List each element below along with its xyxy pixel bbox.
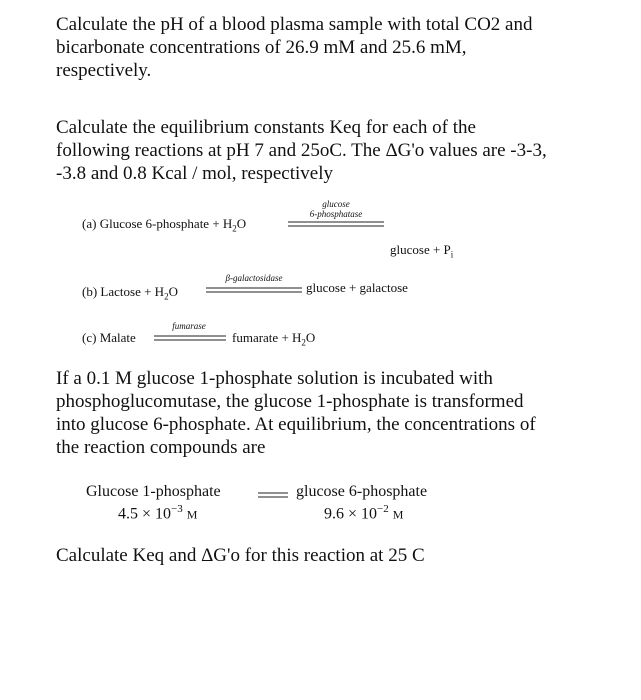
left-concentration bbox=[118, 503, 197, 523]
enzyme-line: 6-phosphatase bbox=[309, 209, 363, 219]
question-keq bbox=[56, 116, 616, 185]
product-text: fumarate + H bbox=[232, 330, 302, 345]
equilibrium-arrow-icon bbox=[204, 286, 304, 294]
exponent: −2 bbox=[377, 503, 389, 515]
reaction-c-reactants bbox=[82, 330, 136, 346]
left-compound: Glucose 1-phosphate bbox=[86, 483, 221, 500]
question-final bbox=[56, 544, 616, 567]
reactant-text: Glucose 6-phosphate + H bbox=[99, 216, 233, 231]
subscript: 2 bbox=[301, 337, 306, 348]
product-text: glucose + P bbox=[390, 242, 451, 257]
text-line: into glucose 6-phosphate. At equilibrium, the concentrations of bbox=[56, 414, 536, 435]
text-line: bicarbonate concentrations of 26.9 mM and 25.6 mM, bbox=[56, 37, 467, 58]
text-line: -3.8 and 0.8 Kcal / mol, respectively bbox=[56, 163, 334, 184]
reactant-text: Lactose + H bbox=[100, 284, 165, 299]
product-tail: O bbox=[305, 330, 316, 345]
text-line: respectively. bbox=[56, 60, 152, 81]
reaction-a-products bbox=[390, 242, 453, 260]
text-line: Calculate Keq and ΔG'o for this reaction at 25 C bbox=[56, 545, 425, 566]
equilibrium-arrow-icon bbox=[256, 491, 290, 499]
reactant-text: Malate bbox=[99, 330, 136, 345]
subscript: i bbox=[450, 249, 454, 260]
exponent: −3 bbox=[171, 503, 183, 515]
reaction-c-products bbox=[232, 330, 315, 348]
equilibrium-arrow-icon bbox=[152, 334, 228, 342]
text-line: the reaction compounds are bbox=[56, 437, 266, 458]
reaction-b-products: glucose + galactose bbox=[306, 280, 408, 295]
subscript: 2 bbox=[164, 291, 169, 302]
text-line: Calculate the equilibrium constants Keq for each of the bbox=[56, 117, 476, 138]
unit: M bbox=[392, 507, 404, 522]
reaction-a-reactants bbox=[82, 216, 246, 234]
reaction-b-reactants bbox=[82, 284, 178, 302]
equilibrium-arrow-icon bbox=[286, 220, 386, 228]
reactant-tail: O bbox=[236, 216, 247, 231]
question-ph bbox=[56, 13, 616, 82]
right-concentration bbox=[324, 503, 403, 523]
enzyme-line: glucose bbox=[322, 199, 350, 209]
enzyme-label: fumarase bbox=[172, 321, 206, 331]
reaction-label: (b) bbox=[82, 284, 98, 299]
reactant-tail: O bbox=[168, 284, 178, 299]
text-line: phosphoglucomutase, the glucose 1-phosphate is transformed bbox=[56, 391, 524, 412]
text-line: If a 0.1 M glucose 1-phosphate solution is incubated with bbox=[56, 368, 493, 389]
reaction-label: (c) bbox=[82, 330, 97, 345]
reaction-label: (a) bbox=[82, 216, 97, 231]
enzyme-label bbox=[286, 199, 386, 219]
text-line: Calculate the pH of a blood plasma sample with total CO2 and bbox=[56, 14, 533, 35]
enzyme-label: β-galactosidase bbox=[225, 273, 283, 283]
question-phosphoglucomutase bbox=[56, 367, 616, 459]
unit: M bbox=[186, 507, 198, 522]
subscript: 2 bbox=[232, 223, 237, 234]
mantissa: 9.6 × 10 bbox=[324, 505, 378, 523]
right-compound: glucose 6-phosphate bbox=[296, 483, 428, 500]
mantissa: 4.5 × 10 bbox=[118, 505, 172, 523]
text-line: following reactions at pH 7 and 25oC. The ΔG'o values are -3-3, bbox=[56, 140, 547, 161]
